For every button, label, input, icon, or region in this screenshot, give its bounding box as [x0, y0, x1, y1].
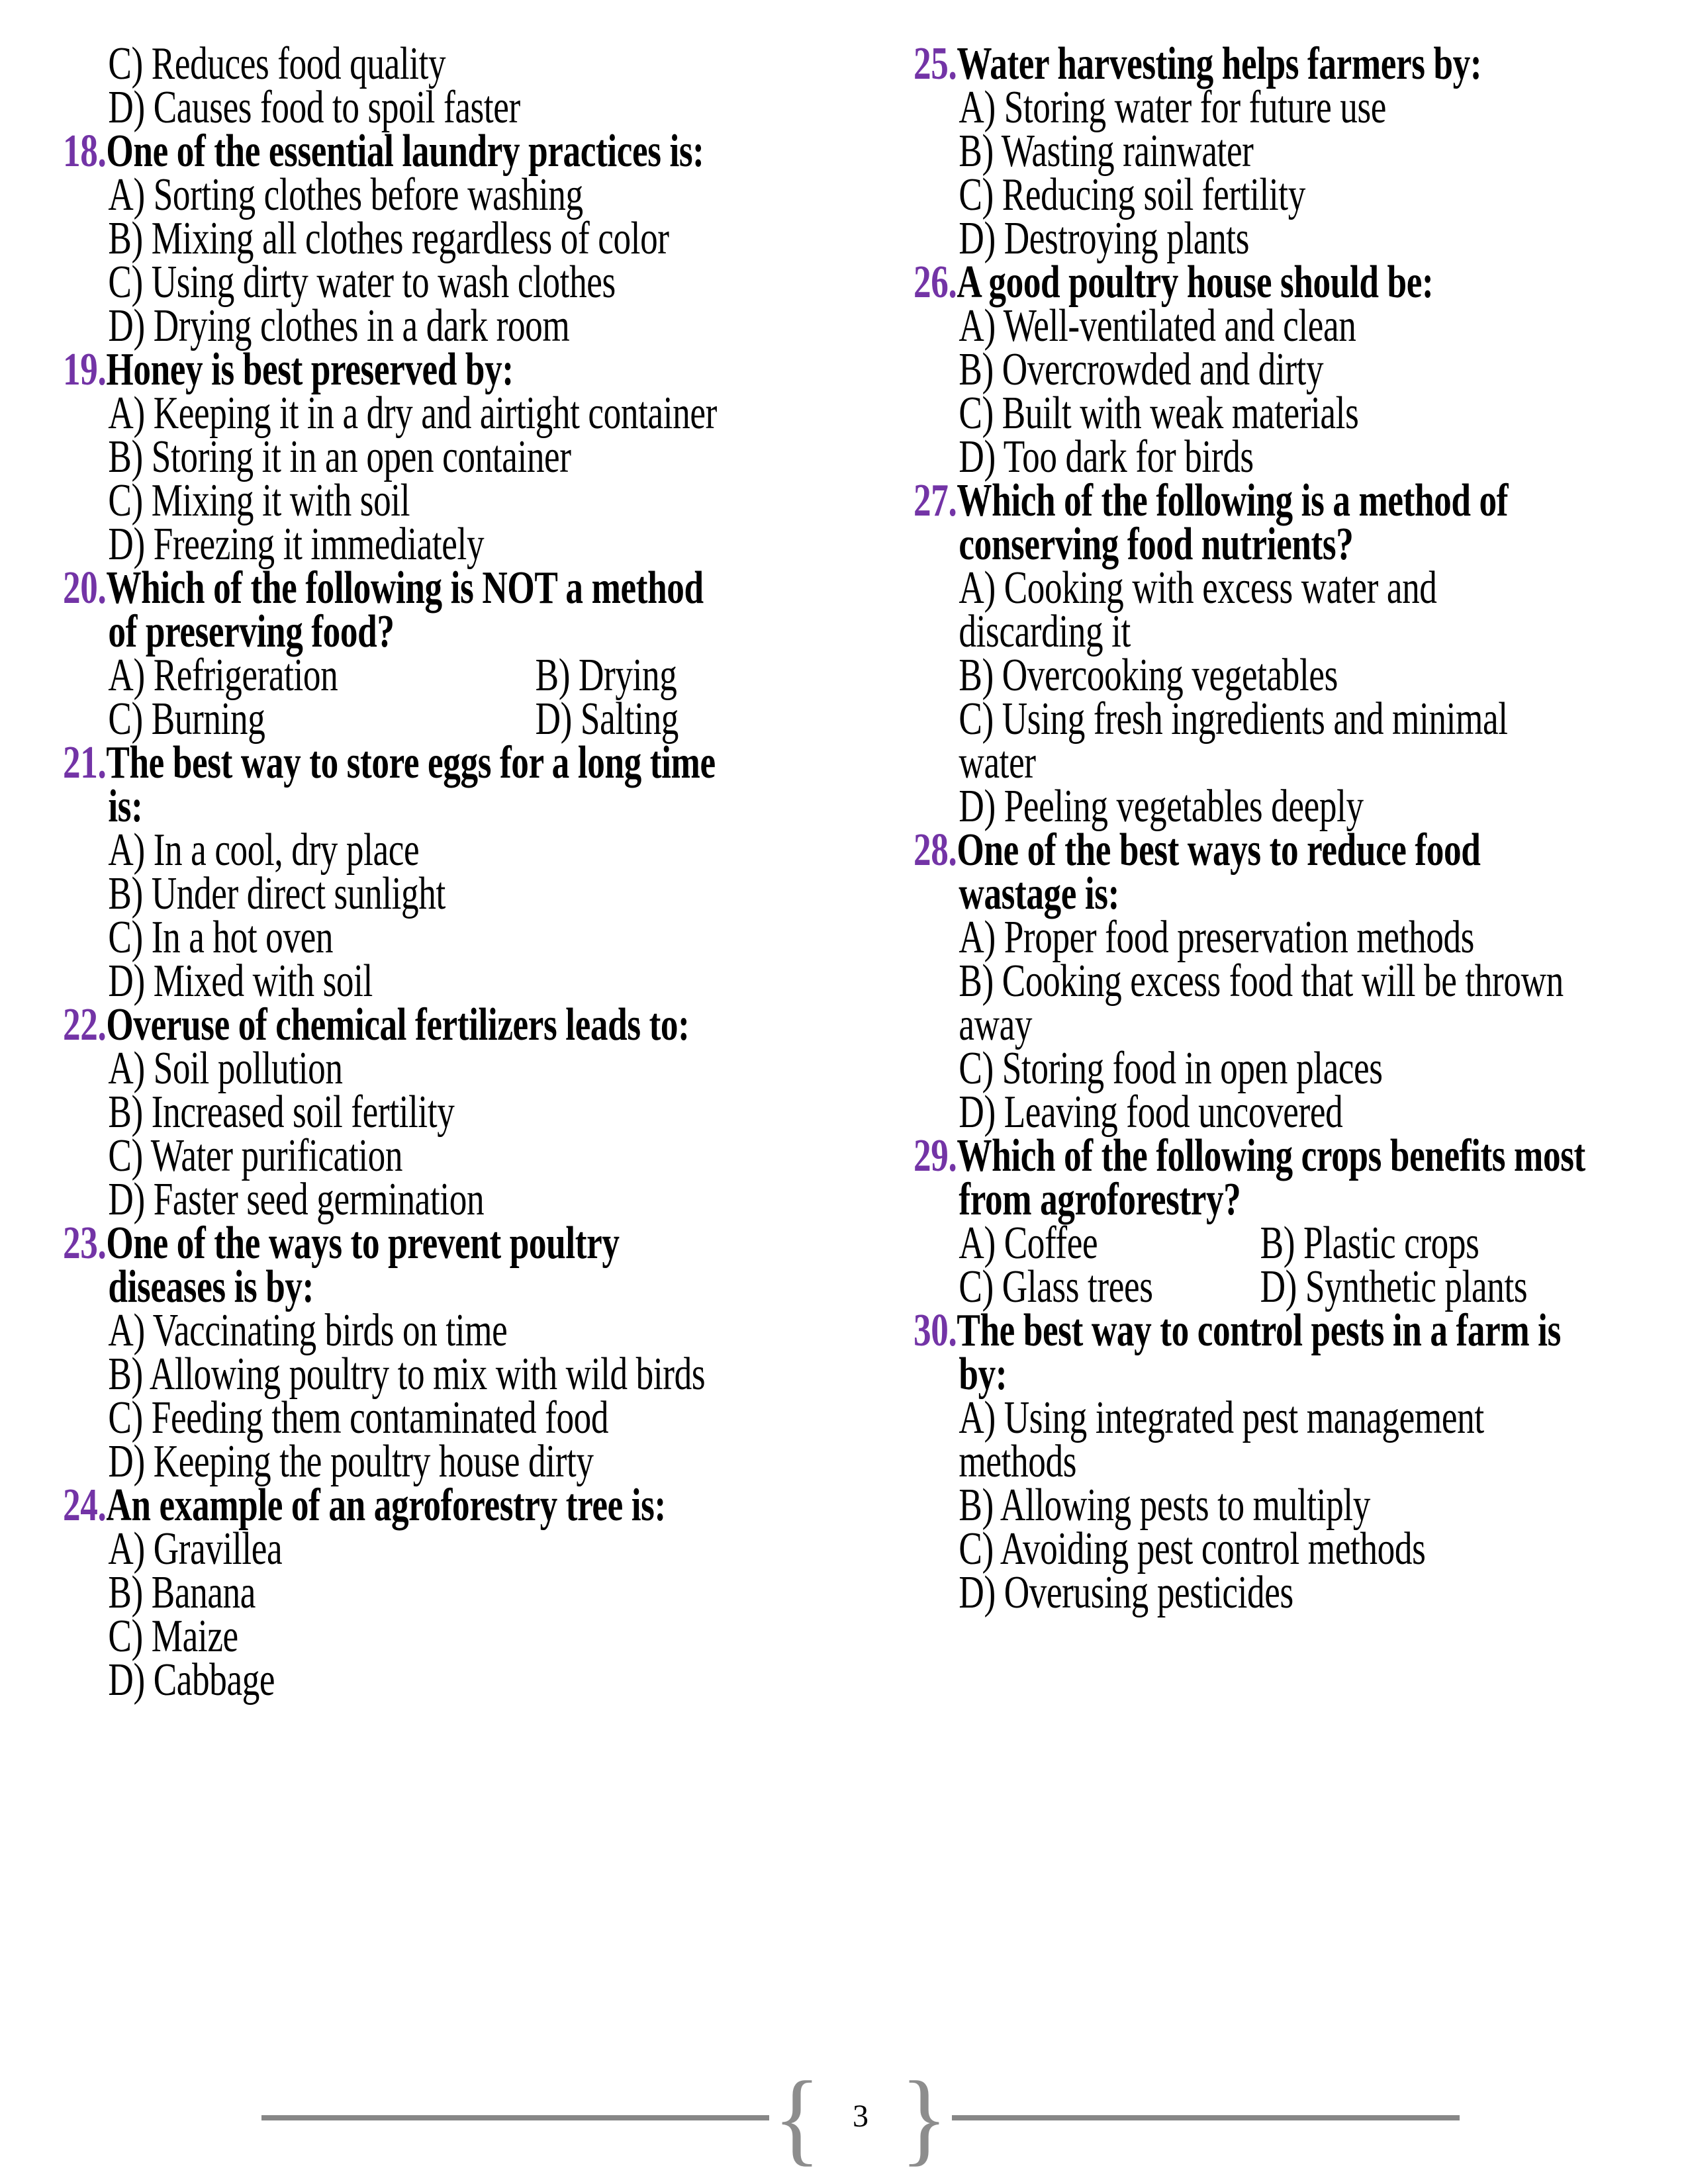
question-line	[63, 1480, 918, 1531]
question-line-continued	[914, 1174, 1688, 1225]
option-line: B) Overcrowded and dirty	[959, 344, 1324, 395]
column-right	[914, 38, 1688, 1618]
question-number: 22.	[63, 999, 107, 1050]
option-line-continued: away	[959, 999, 1033, 1050]
option-pair-row	[914, 1218, 1688, 1269]
question-line-continued	[914, 868, 1688, 919]
option-line: C) Glass trees	[959, 1261, 1153, 1312]
option-line: C) Using fresh ingredients and minimal	[959, 694, 1508, 745]
question-number: 21.	[63, 737, 107, 788]
option-pair-row	[914, 1261, 1688, 1312]
option-line: C) Using dirty water to wash clothes	[108, 257, 616, 308]
question-line-continued	[63, 606, 918, 657]
option-line: C) Avoiding pest control methods	[959, 1524, 1426, 1574]
question-number: 29.	[914, 1130, 957, 1181]
option-line: A) Sorting clothes before washing	[108, 169, 583, 220]
question-text: Which of the following crops benefits most	[957, 1130, 1585, 1181]
option-line: D) Mixed with soil	[108, 956, 373, 1007]
question-line	[63, 737, 918, 788]
question-text: by:	[959, 1349, 1008, 1400]
option-line: D) Too dark for birds	[959, 432, 1254, 482]
question-text: One of the ways to prevent poultry	[106, 1218, 620, 1269]
option-line: A) Gravillea	[108, 1524, 283, 1574]
option-line: C) Built with weak materials	[959, 388, 1359, 439]
option-line: D) Drying clothes in a dark room	[108, 300, 570, 351]
question-text: A good poultry house should be:	[957, 257, 1434, 308]
question-block	[63, 344, 918, 570]
question-block	[63, 38, 918, 133]
question-block	[63, 737, 918, 1007]
question-line	[914, 825, 1688, 876]
column-left	[63, 38, 918, 1706]
option-line: A) In a cool, dry place	[108, 825, 420, 876]
question-block	[63, 1218, 918, 1487]
page-number: 3	[853, 2098, 868, 2134]
option-pair-row	[63, 650, 918, 701]
question-number: 27.	[914, 475, 957, 526]
question-block	[63, 563, 918, 745]
option-line-continued: water	[959, 737, 1036, 788]
question-line	[63, 126, 918, 177]
question-number: 19.	[63, 344, 107, 395]
question-text: of preserving food?	[108, 606, 395, 657]
footer-right-brace: }	[900, 2060, 948, 2176]
question-text: The best way to store eggs for a long time	[106, 737, 716, 788]
option-line: B) Storing it in an open container	[108, 432, 571, 482]
question-line	[914, 257, 1688, 308]
question-line-continued	[914, 519, 1688, 570]
option-line: C) Reduces food quality	[108, 38, 446, 89]
option-line: D) Leaving food uncovered	[959, 1087, 1343, 1138]
option-line: D) Overusing pesticides	[959, 1567, 1293, 1618]
option-line: B) Drying	[535, 650, 677, 701]
question-block	[914, 1305, 1688, 1618]
option-line: B) Banana	[108, 1567, 256, 1618]
option-line: A) Proper food preservation methods	[959, 912, 1474, 963]
question-block	[63, 999, 918, 1225]
question-line	[914, 38, 1688, 89]
question-line-continued	[63, 781, 918, 832]
question-line	[63, 1218, 918, 1269]
option-line: A) Soil pollution	[108, 1043, 343, 1094]
question-text: Honey is best preserved by:	[106, 344, 514, 395]
question-text: Which of the following is a method of	[957, 475, 1509, 526]
question-number: 24.	[63, 1480, 107, 1531]
question-number: 28.	[914, 825, 957, 876]
question-number: 18.	[63, 126, 107, 177]
question-text: Which of the following is NOT a method	[106, 563, 704, 614]
question-number: 26.	[914, 257, 957, 308]
question-text: diseases is by:	[108, 1261, 314, 1312]
option-line: A) Keeping it in a dry and airtight container	[108, 388, 717, 439]
option-line: A) Cooking with excess water and	[959, 563, 1437, 614]
question-text: Water harvesting helps farmers by:	[957, 38, 1482, 89]
option-line: B) Plastic crops	[1260, 1218, 1479, 1269]
option-line: B) Cooking excess food that will be thrown	[959, 956, 1564, 1007]
option-line: A) Storing water for future use	[959, 82, 1387, 133]
question-text: wastage is:	[959, 868, 1119, 919]
question-line	[63, 999, 918, 1050]
question-text: is:	[108, 781, 143, 832]
question-block	[914, 38, 1688, 264]
option-line: D) Cabbage	[108, 1655, 275, 1706]
question-line	[914, 475, 1688, 526]
question-block	[63, 1480, 918, 1706]
option-line: C) Feeding them contaminated food	[108, 1392, 609, 1443]
option-line: C) Reducing soil fertility	[959, 169, 1305, 220]
option-line: D) Causes food to spoil faster	[108, 82, 520, 133]
footer-line-left	[261, 2115, 769, 2120]
option-line: D) Peeling vegetables deeply	[959, 781, 1364, 832]
question-block	[63, 126, 918, 351]
option-line: B) Overcooking vegetables	[959, 650, 1338, 701]
option-line: C) Storing food in open places	[959, 1043, 1383, 1094]
option-line: A) Using integrated pest management	[959, 1392, 1484, 1443]
question-line	[914, 1130, 1688, 1181]
option-line: B) Increased soil fertility	[108, 1087, 455, 1138]
footer-left-brace: {	[773, 2060, 821, 2176]
option-pair-row	[63, 694, 918, 745]
question-line	[63, 344, 918, 395]
question-text: Overuse of chemical fertilizers leads to:	[106, 999, 690, 1050]
question-block	[914, 475, 1688, 832]
option-line: D) Freezing it immediately	[108, 519, 485, 570]
question-block	[914, 1130, 1688, 1312]
option-line: D) Keeping the poultry house dirty	[108, 1436, 594, 1487]
question-text: One of the best ways to reduce food	[957, 825, 1481, 876]
option-line-continued: methods	[959, 1436, 1077, 1487]
question-number: 30.	[914, 1305, 957, 1356]
option-line: A) Well-ventilated and clean	[959, 300, 1356, 351]
option-line: B) Mixing all clothes regardless of color	[108, 213, 669, 264]
question-text: An example of an agroforestry tree is:	[106, 1480, 666, 1531]
option-line: D) Destroying plants	[959, 213, 1250, 264]
option-line: D) Synthetic plants	[1260, 1261, 1528, 1312]
option-line: B) Allowing poultry to mix with wild birds	[108, 1349, 706, 1400]
option-line: B) Wasting rainwater	[959, 126, 1254, 177]
option-line-continued: discarding it	[959, 606, 1131, 657]
question-number: 20.	[63, 563, 107, 614]
question-block	[914, 257, 1688, 482]
question-number: 25.	[914, 38, 957, 89]
question-line	[63, 563, 918, 614]
option-line: C) Burning	[108, 694, 265, 745]
option-line: A) Vaccinating birds on time	[108, 1305, 508, 1356]
question-block	[914, 825, 1688, 1138]
option-line: B) Allowing pests to multiply	[959, 1480, 1370, 1531]
option-line: D) Salting	[535, 694, 679, 745]
page-footer	[261, 2058, 1460, 2177]
question-text: The best way to control pests in a farm is	[957, 1305, 1561, 1356]
option-line: C) Maize	[108, 1611, 238, 1662]
option-line: D) Faster seed germination	[108, 1174, 485, 1225]
question-number: 23.	[63, 1218, 107, 1269]
option-line: B) Under direct sunlight	[108, 868, 445, 919]
option-line: C) In a hot oven	[108, 912, 334, 963]
question-line	[914, 1305, 1688, 1356]
option-line: A) Refrigeration	[108, 650, 338, 701]
option-line: C) Water purification	[108, 1130, 403, 1181]
option-line: C) Mixing it with soil	[108, 475, 410, 526]
option-line: A) Coffee	[959, 1218, 1098, 1269]
question-text: from agroforestry?	[959, 1174, 1241, 1225]
question-line-continued	[914, 1349, 1688, 1400]
question-text: conserving food nutrients?	[959, 519, 1354, 570]
question-line-continued	[63, 1261, 918, 1312]
footer-line-right	[952, 2115, 1460, 2120]
question-text: One of the essential laundry practices is:	[106, 126, 704, 177]
